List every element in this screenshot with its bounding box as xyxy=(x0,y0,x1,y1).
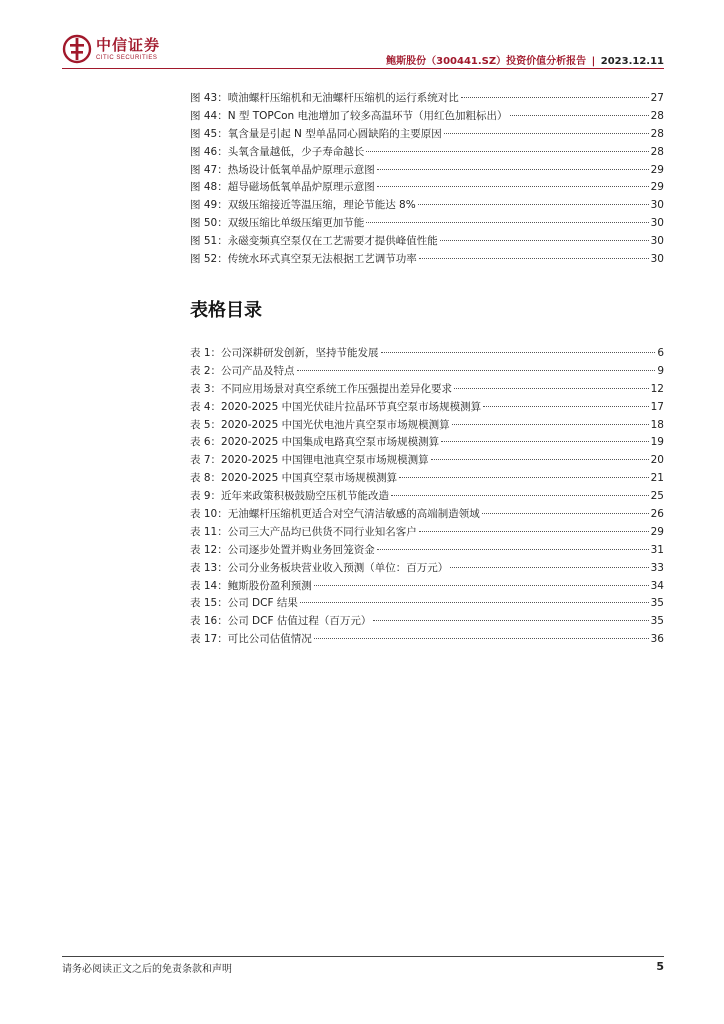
dot-leader xyxy=(452,424,649,425)
table-toc-entry-label: 表 13：公司分业务板块营业收入预测（单位：百万元） xyxy=(190,561,449,574)
figure-toc-entry-label: 图 52：传统水环式真空泵无法根据工艺调节功率 xyxy=(190,253,417,266)
table-toc-entry[interactable] xyxy=(190,345,664,363)
table-toc-entry-label: 表 9：近年来政策积极鼓励空压机节能改造 xyxy=(190,490,390,503)
tables-section-title: 表格目录 xyxy=(190,300,262,321)
table-toc-entry[interactable] xyxy=(190,542,664,560)
table-toc-entry-page: 9 xyxy=(657,364,664,377)
logo-cn-text: 中信证券 xyxy=(96,35,161,54)
figure-toc-list xyxy=(190,90,664,269)
table-toc-entry-label: 表 12：公司逐步处置并购业务回笼资金 xyxy=(190,543,375,556)
table-toc-entry-label: 表 11：公司三大产品均已供货不同行业知名客户 xyxy=(190,525,417,538)
dot-leader xyxy=(461,97,649,98)
figure-toc-entry-page: 28 xyxy=(650,145,664,158)
footer-divider xyxy=(62,956,664,957)
table-toc-entry-label: 表 7：2020-2025 中国锂电池真空泵市场规模测算 xyxy=(190,454,429,467)
figure-toc-entry[interactable] xyxy=(190,251,664,269)
dot-leader xyxy=(441,441,649,442)
table-toc-entry[interactable] xyxy=(190,524,664,542)
table-toc-entry[interactable] xyxy=(190,578,664,596)
table-toc-entry-label: 表 16：公司 DCF 估值过程（百万元） xyxy=(190,615,372,628)
dot-leader xyxy=(377,169,649,170)
figure-toc-entry-page: 30 xyxy=(650,217,664,230)
table-toc-entry[interactable] xyxy=(190,381,664,399)
table-toc-entry[interactable] xyxy=(190,363,664,381)
figure-toc-entry[interactable] xyxy=(190,233,664,251)
figure-toc-entry-label: 图 46：头氧含量越低，少子寿命越长 xyxy=(190,145,365,158)
table-toc-entry-page: 29 xyxy=(650,525,664,538)
dot-leader xyxy=(440,240,649,241)
table-toc-entry-page: 35 xyxy=(650,597,664,610)
table-toc-entry-page: 18 xyxy=(650,418,664,431)
page-number: 5 xyxy=(656,960,664,973)
table-toc-entry-label: 表 5：2020-2025 中国光伏电池片真空泵市场规模测算 xyxy=(190,418,450,431)
dot-leader xyxy=(399,477,649,478)
table-toc-entry-label: 表 4：2020-2025 中国光伏硅片拉晶环节真空泵市场规模测算 xyxy=(190,400,482,413)
logo-en-text: CITIC SECURITIES xyxy=(96,54,158,61)
figure-toc-entry-label: 图 51：永磁变频真空泵仅在工艺需要才提供峰值性能 xyxy=(190,235,438,248)
table-toc-entry-page: 21 xyxy=(650,472,664,485)
dot-leader xyxy=(418,204,649,205)
dot-leader xyxy=(419,531,649,532)
dot-leader xyxy=(482,513,649,514)
table-toc-entry[interactable] xyxy=(190,595,664,613)
table-toc-entry-page: 17 xyxy=(650,400,664,413)
table-toc-entry-page: 35 xyxy=(650,615,664,628)
dot-leader xyxy=(377,186,649,187)
figure-toc-entry[interactable] xyxy=(190,179,664,197)
report-title: 鲍斯股份（300441.SZ）投资价值分析报告 xyxy=(386,56,587,67)
table-toc-entry[interactable] xyxy=(190,613,664,631)
table-toc-entry-page: 25 xyxy=(650,490,664,503)
dot-leader xyxy=(300,602,649,603)
figure-toc-entry[interactable] xyxy=(190,215,664,233)
table-toc-entry[interactable] xyxy=(190,417,664,435)
citic-logo-icon xyxy=(62,34,92,64)
table-toc-entry[interactable] xyxy=(190,399,664,417)
report-date: 2023.12.11 xyxy=(600,56,664,67)
figure-toc-entry[interactable] xyxy=(190,126,664,144)
table-toc-entry-page: 31 xyxy=(650,543,664,556)
dot-leader xyxy=(419,258,649,259)
table-toc-entry-label: 表 6：2020-2025 中国集成电路真空泵市场规模测算 xyxy=(190,436,440,449)
figure-toc-entry-label: 图 49：双级压缩接近等温压缩，理论节能达 8% xyxy=(190,199,416,212)
page-header xyxy=(0,0,724,80)
figure-toc-entry-label: 图 47：热场设计低氧单晶炉原理示意图 xyxy=(190,163,375,176)
table-toc-entry-label: 表 10：无油螺杆压缩机更适合对空气清洁敏感的高端制造领域 xyxy=(190,508,480,521)
table-toc-entry[interactable] xyxy=(190,434,664,452)
figure-toc-entry-label: 图 43：喷油螺杆压缩机和无油螺杆压缩机的运行系统对比 xyxy=(190,92,459,104)
figure-toc-entry-label: 图 48：超导磁场低氧单晶炉原理示意图 xyxy=(190,181,375,194)
dot-leader xyxy=(366,151,648,152)
table-toc-entry-page: 33 xyxy=(650,561,664,574)
table-toc-entry-label: 表 14：鲍斯股份盈利预测 xyxy=(190,579,312,592)
table-toc-entry-page: 6 xyxy=(657,347,664,359)
dot-leader xyxy=(431,459,649,460)
figure-toc-entry-label: 图 45：氧含量是引起 N 型单晶同心圆缺陷的主要原因 xyxy=(190,127,442,140)
dot-leader xyxy=(314,638,649,639)
footer-disclaimer: 请务必阅读正文之后的免责条款和声明 xyxy=(62,964,232,975)
figure-toc-entry-page: 30 xyxy=(650,253,664,266)
table-toc-entry-label: 表 2：公司产品及特点 xyxy=(190,364,295,377)
report-header-info xyxy=(386,52,664,67)
figure-toc-entry[interactable] xyxy=(190,144,664,162)
figure-toc-entry-label: 图 50：双级压缩比单级压缩更加节能 xyxy=(190,217,365,230)
figure-toc-entry-page: 30 xyxy=(650,199,664,212)
dot-leader xyxy=(314,585,649,586)
table-toc-entry[interactable] xyxy=(190,470,664,488)
dot-leader xyxy=(377,549,649,550)
table-toc-list xyxy=(190,345,664,649)
table-toc-entry-label: 表 8：2020-2025 中国真空泵市场规模测算 xyxy=(190,472,398,485)
figure-toc-entry-page: 28 xyxy=(650,127,664,140)
table-toc-entry-page: 36 xyxy=(650,633,664,646)
figure-toc-entry-page: 29 xyxy=(650,181,664,194)
dot-leader xyxy=(391,495,649,496)
table-toc-entry[interactable] xyxy=(190,506,664,524)
table-toc-entry-page: 19 xyxy=(650,436,664,449)
dot-leader xyxy=(483,406,649,407)
table-toc-entry[interactable] xyxy=(190,631,664,649)
table-toc-entry-label: 表 3：不同应用场景对真空系统工作压强提出差异化要求 xyxy=(190,382,453,395)
table-toc-entry-label: 表 1：公司深耕研发创新，坚持节能发展 xyxy=(190,347,379,359)
header-separator: | xyxy=(591,56,596,67)
figure-toc-entry-page: 27 xyxy=(650,92,664,104)
dot-leader xyxy=(297,370,656,371)
table-toc-entry-page: 12 xyxy=(650,382,664,395)
dot-leader xyxy=(454,388,649,389)
figure-toc-entry-label: 图 44：N 型 TOPCon 电池增加了较多高温环节（用红色加粗标出） xyxy=(190,109,508,122)
table-toc-entry[interactable] xyxy=(190,488,664,506)
table-toc-entry[interactable] xyxy=(190,452,664,470)
table-toc-entry-label: 表 17：可比公司估值情况 xyxy=(190,633,312,646)
table-toc-entry-page: 26 xyxy=(650,508,664,521)
figure-toc-entry[interactable] xyxy=(190,197,664,215)
figure-toc-entry-page: 29 xyxy=(650,163,664,176)
table-toc-entry[interactable] xyxy=(190,560,664,578)
figure-toc-entry-page: 30 xyxy=(650,235,664,248)
dot-leader xyxy=(381,352,656,353)
dot-leader xyxy=(510,115,649,116)
figure-toc-entry[interactable] xyxy=(190,90,664,108)
figure-toc-entry-page: 28 xyxy=(650,109,664,122)
dot-leader xyxy=(366,222,648,223)
figure-toc-entry[interactable] xyxy=(190,108,664,126)
header-divider xyxy=(62,68,664,69)
figure-toc-entry[interactable] xyxy=(190,162,664,180)
table-toc-entry-page: 34 xyxy=(650,579,664,592)
table-toc-entry-page: 20 xyxy=(650,454,664,467)
dot-leader xyxy=(450,567,648,568)
dot-leader xyxy=(373,620,648,621)
company-logo xyxy=(62,34,160,64)
table-toc-entry-label: 表 15：公司 DCF 结果 xyxy=(190,597,298,610)
dot-leader xyxy=(444,133,649,134)
